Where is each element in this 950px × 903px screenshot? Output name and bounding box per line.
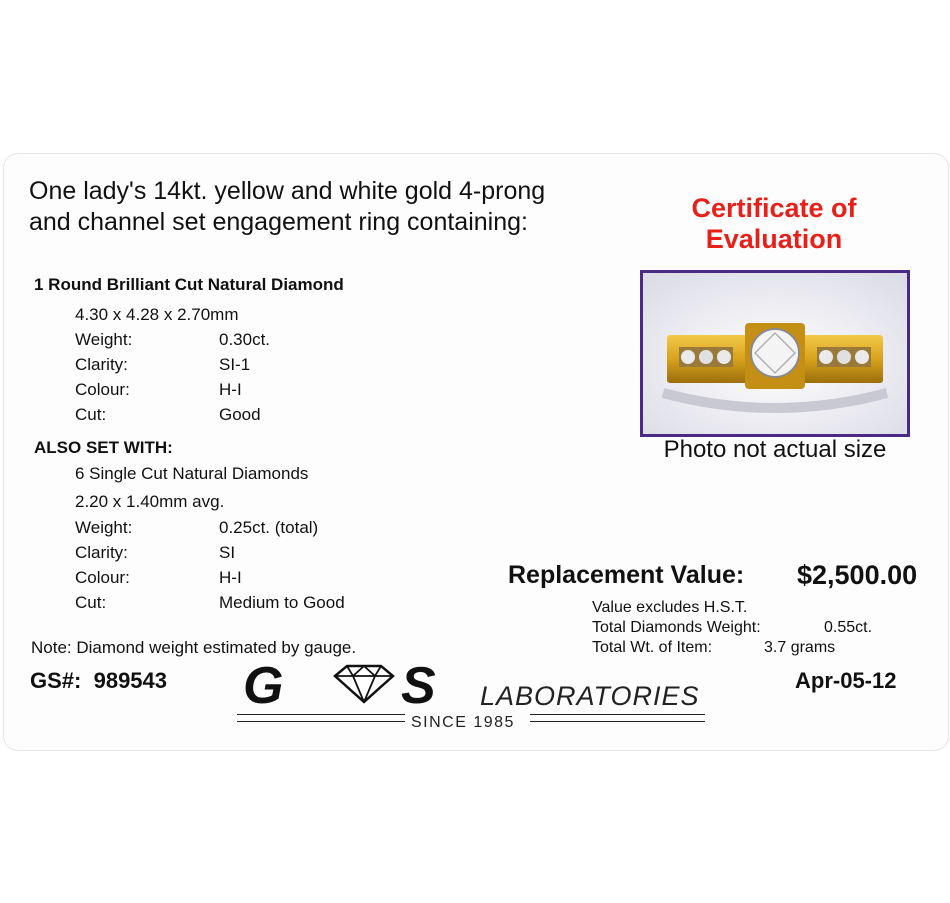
certificate-title-line-1: Certificate of xyxy=(691,193,857,223)
laboratories-wordmark: LABORATORIES xyxy=(480,681,700,711)
also-colour-label: Colour: xyxy=(75,568,130,587)
since-year: SINCE 1985 xyxy=(411,714,515,731)
also-clarity-label: Clarity: xyxy=(75,543,128,562)
also-set-line-2: 2.20 x 1.40mm avg. xyxy=(75,492,225,511)
diamond-logo-icon xyxy=(331,664,397,704)
main-colour-value: H-I xyxy=(219,380,242,399)
item-description xyxy=(29,176,545,238)
also-set-heading: ALSO SET WITH: xyxy=(34,438,173,457)
replacement-value-label: Replacement Value: xyxy=(508,561,745,589)
ring-photo xyxy=(640,270,910,437)
also-cut-value: Medium to Good xyxy=(219,593,345,612)
value-excludes-note: Value excludes H.S.T. xyxy=(592,599,748,616)
certificate-title-line-2: Evaluation xyxy=(705,224,843,254)
also-set-line-1: 6 Single Cut Natural Diamonds xyxy=(75,464,309,483)
logo-rule-right xyxy=(530,714,705,722)
certificate-date: Apr-05-12 xyxy=(795,668,897,693)
description-line-1: One lady's 14kt. yellow and white gold 4-prong xyxy=(29,177,546,205)
main-cut-value: Good xyxy=(219,405,261,424)
main-cut-label: Cut: xyxy=(75,405,107,424)
main-clarity-label: Clarity: xyxy=(75,355,128,374)
total-item-value: 3.7 grams xyxy=(764,639,836,656)
logo-rule-left xyxy=(237,714,405,722)
photo-caption: Photo not actual size xyxy=(663,436,887,463)
main-stone-dimensions: 4.30 x 4.28 x 2.70mm xyxy=(75,305,239,324)
ring-illustration xyxy=(643,273,907,434)
main-weight-value: 0.30ct. xyxy=(219,330,271,349)
gs-number xyxy=(30,668,167,694)
main-clarity-value: SI-1 xyxy=(219,355,251,374)
gs-value: 989543 xyxy=(93,668,168,693)
total-diamonds-value: 0.55ct. xyxy=(824,619,873,636)
also-clarity-value: SI xyxy=(219,543,236,562)
also-weight-value: 0.25ct. (total) xyxy=(219,518,319,537)
logo-letter-s: S xyxy=(401,657,434,715)
also-colour-value: H-I xyxy=(219,568,242,587)
certificate-title xyxy=(640,193,908,255)
also-weight-label: Weight: xyxy=(75,518,133,537)
total-item-label: Total Wt. of Item: xyxy=(592,639,713,656)
replacement-value: $2,500.00 xyxy=(797,560,918,590)
description-line-2: and channel set engagement ring containing: xyxy=(29,208,528,236)
main-weight-label: Weight: xyxy=(75,330,133,349)
also-cut-label: Cut: xyxy=(75,593,107,612)
main-colour-label: Colour: xyxy=(75,380,130,399)
total-diamonds-label: Total Diamonds Weight: xyxy=(592,619,761,636)
gs-logo xyxy=(241,657,471,715)
weight-note: Note: Diamond weight estimated by gauge. xyxy=(31,638,357,657)
main-stone-heading: 1 Round Brilliant Cut Natural Diamond xyxy=(34,275,344,294)
gs-label: GS#: xyxy=(30,668,82,693)
logo-letter-g: G xyxy=(243,657,282,715)
